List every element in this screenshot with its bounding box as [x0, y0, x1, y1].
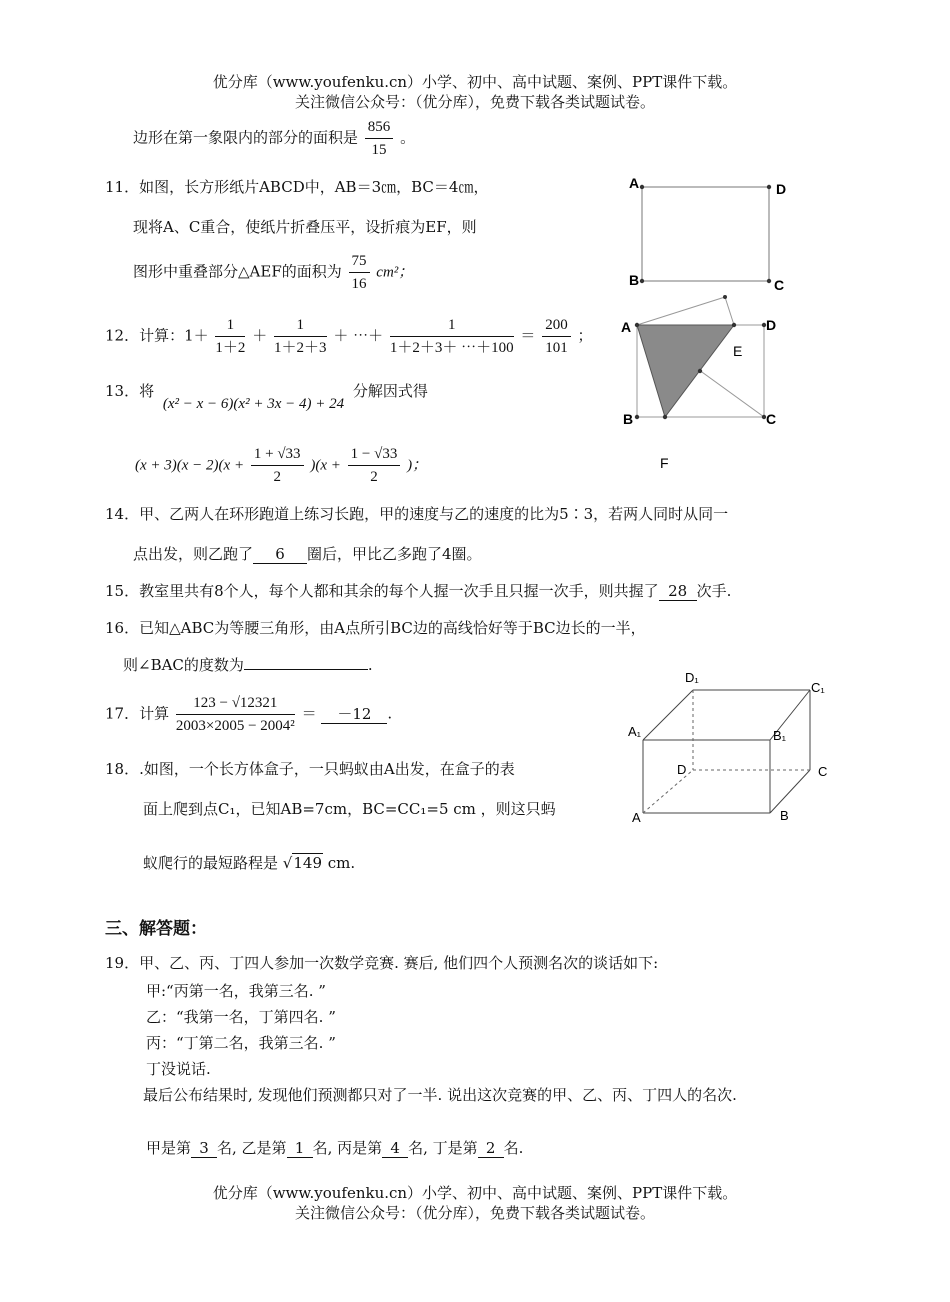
q19-bing: 丙：“丁第二名，我第三名. ”: [146, 1034, 336, 1052]
q19-answer-jia: 3: [191, 1139, 217, 1158]
q19-ding: 丁没说话.: [146, 1060, 211, 1078]
box-label-d: D: [677, 762, 687, 777]
q15-line: 15．教室里共有8个人，每个人都和其余的每个人握一次手且只握一次手，则共握了 28 次手.: [105, 582, 732, 600]
q17-answer: －12: [321, 705, 387, 724]
footer-line-1: 优分库（www.youfenku.cn）小学、初中、高中试题、案例、PPT课件下载。: [212, 1184, 738, 1202]
box-label-a1: A₁: [628, 724, 642, 739]
fold-label-d: D: [766, 317, 777, 333]
q15-answer: 28: [659, 582, 697, 601]
figure-rectangle-abcd: [620, 172, 800, 297]
q19-result: 最后公布结果时, 发现他们预测都只对了一半. 说出这次竞赛的甲、乙、丙、丁四人的名次.: [143, 1086, 737, 1104]
fold-label-c: C: [766, 411, 777, 427]
box-label-b: B: [780, 808, 789, 823]
q13-line-1: 13．将 (x² − x − 6)(x² + 3x − 4) + 24 分解因式得: [105, 382, 428, 412]
q16-line-1: 16．已知△ABC为等腰三角形，由A点所引BC边的高线恰好等于BC边长的一半，: [105, 619, 646, 637]
header-line-1: 优分库（www.youfenku.cn）小学、初中、高中试题、案例、PPT课件下载。: [212, 73, 738, 91]
q13-expression: (x² − x − 6)(x² + 3x − 4) + 24: [162, 396, 345, 412]
figure-cuboid: [625, 668, 835, 828]
box-label-a: A: [632, 810, 641, 825]
q17-line: 17．计算 $\frac{123 - √12321}{\text{2003×2005 − 2004²}}$ ＝ －12 .: [105, 692, 392, 737]
q19-answer-bing: 4: [382, 1139, 408, 1158]
q13-answer: (x + 3)(x − 2)(x + $\frac{1 + √33}{2}$ )(x + $\frac{1 - √33}{2}$ )；: [135, 443, 427, 488]
q11-answer-fraction: $\frac{75}{16}$: [349, 250, 370, 295]
q11-line-1: 11．如图，长方形纸片ABCD中，AB＝3㎝，BC＝4㎝，: [105, 178, 489, 196]
q11-line-2: 现将A、C重合，使纸片折叠压平，设折痕为EF，则: [133, 218, 477, 236]
q18-line-3: 蚁爬行的最短路程是 √149 cm.: [143, 854, 356, 872]
q19-yi: 乙：“我第一名，丁第四名. ”: [146, 1008, 336, 1026]
box-label-b1: B₁: [773, 728, 787, 743]
q16-line-2: 则∠BAC的度数为 .: [123, 656, 373, 674]
rect-label-a: A: [629, 175, 640, 191]
q19-answer-ding: 2: [478, 1139, 504, 1158]
header-line-2: 关注微信公众号：（优分库），免费下载各类试题试卷。: [294, 93, 655, 111]
q18-answer: 149: [293, 854, 322, 872]
q12-line: 12．计算：1＋ $\frac{1}{1+2}$ ＋ $\frac{1}{1+2+3}$ ＋ ⋯＋ $\frac{1}{1+2+3+ \cdots+100}$ ＝ $\frac{200}{101}$ ；: [105, 314, 593, 359]
figure-folded-paper: [615, 290, 800, 475]
q17-fraction: $\frac{123 - √12321}{\text{2003×2005 − 2004²}}$: [176, 692, 295, 737]
q14-line-2: 点出发，则乙跑了 6 圈后，甲比乙多跑了4圈。: [133, 545, 482, 563]
q18-line-1: 18．.如图，一个长方体盒子，一只蚂蚁由A出发，在盒子的表: [105, 760, 515, 778]
q12-answer-fraction: $\frac{200}{101}$: [542, 314, 571, 359]
q10-continuation: 边形在第一象限内的部分的面积是 $\frac{856}{15}$ 。: [133, 116, 415, 161]
fold-label-b: B: [623, 411, 634, 427]
box-label-c: C: [818, 764, 828, 779]
q11-line-3: 图形中重叠部分△AEF的面积为 $\frac{75}{16}$ cm²；: [133, 250, 413, 295]
rect-label-c: C: [774, 277, 785, 293]
section-title: 三、解答题：: [105, 919, 207, 939]
fold-label-a: A: [621, 319, 632, 335]
q19-answer-yi: 1: [287, 1139, 313, 1158]
q10-text: 边形在第一象限内的部分的面积是: [133, 128, 359, 147]
q19-intro: 19．甲、乙、丙、丁四人参加一次数学竞赛. 赛后, 他们四个人预测名次的谈话如下:: [105, 954, 659, 972]
fold-label-e: E: [733, 343, 743, 359]
q18-line-2: 面上爬到点C₁，已知AB=7cm，BC=CC₁=5 cm ，则这只蚂: [143, 800, 556, 818]
q10-answer-fraction: $\frac{856}{15}$: [365, 116, 394, 161]
q16-answer-blank: [244, 669, 368, 670]
footer-line-2: 关注微信公众号：（优分库），免费下载各类试题试卷。: [294, 1204, 655, 1222]
box-label-d1: D₁: [685, 670, 699, 685]
box-label-c1: C₁: [811, 680, 825, 695]
q19-jia: 甲:“丙第一名，我第三名. ”: [146, 982, 326, 1000]
rect-label-d: D: [776, 181, 787, 197]
fold-label-f: F: [660, 455, 669, 471]
rect-label-b: B: [629, 272, 640, 288]
q19-answer: 甲是第 3 名, 乙是第 1 名, 丙是第 4 名, 丁是第 2 名.: [146, 1139, 524, 1157]
q14-answer: 6: [253, 545, 307, 564]
q14-line-1: 14．甲、乙两人在环形跑道上练习长跑，甲的速度与乙的速度的比为5∶3，若两人同时从同一: [105, 505, 729, 523]
